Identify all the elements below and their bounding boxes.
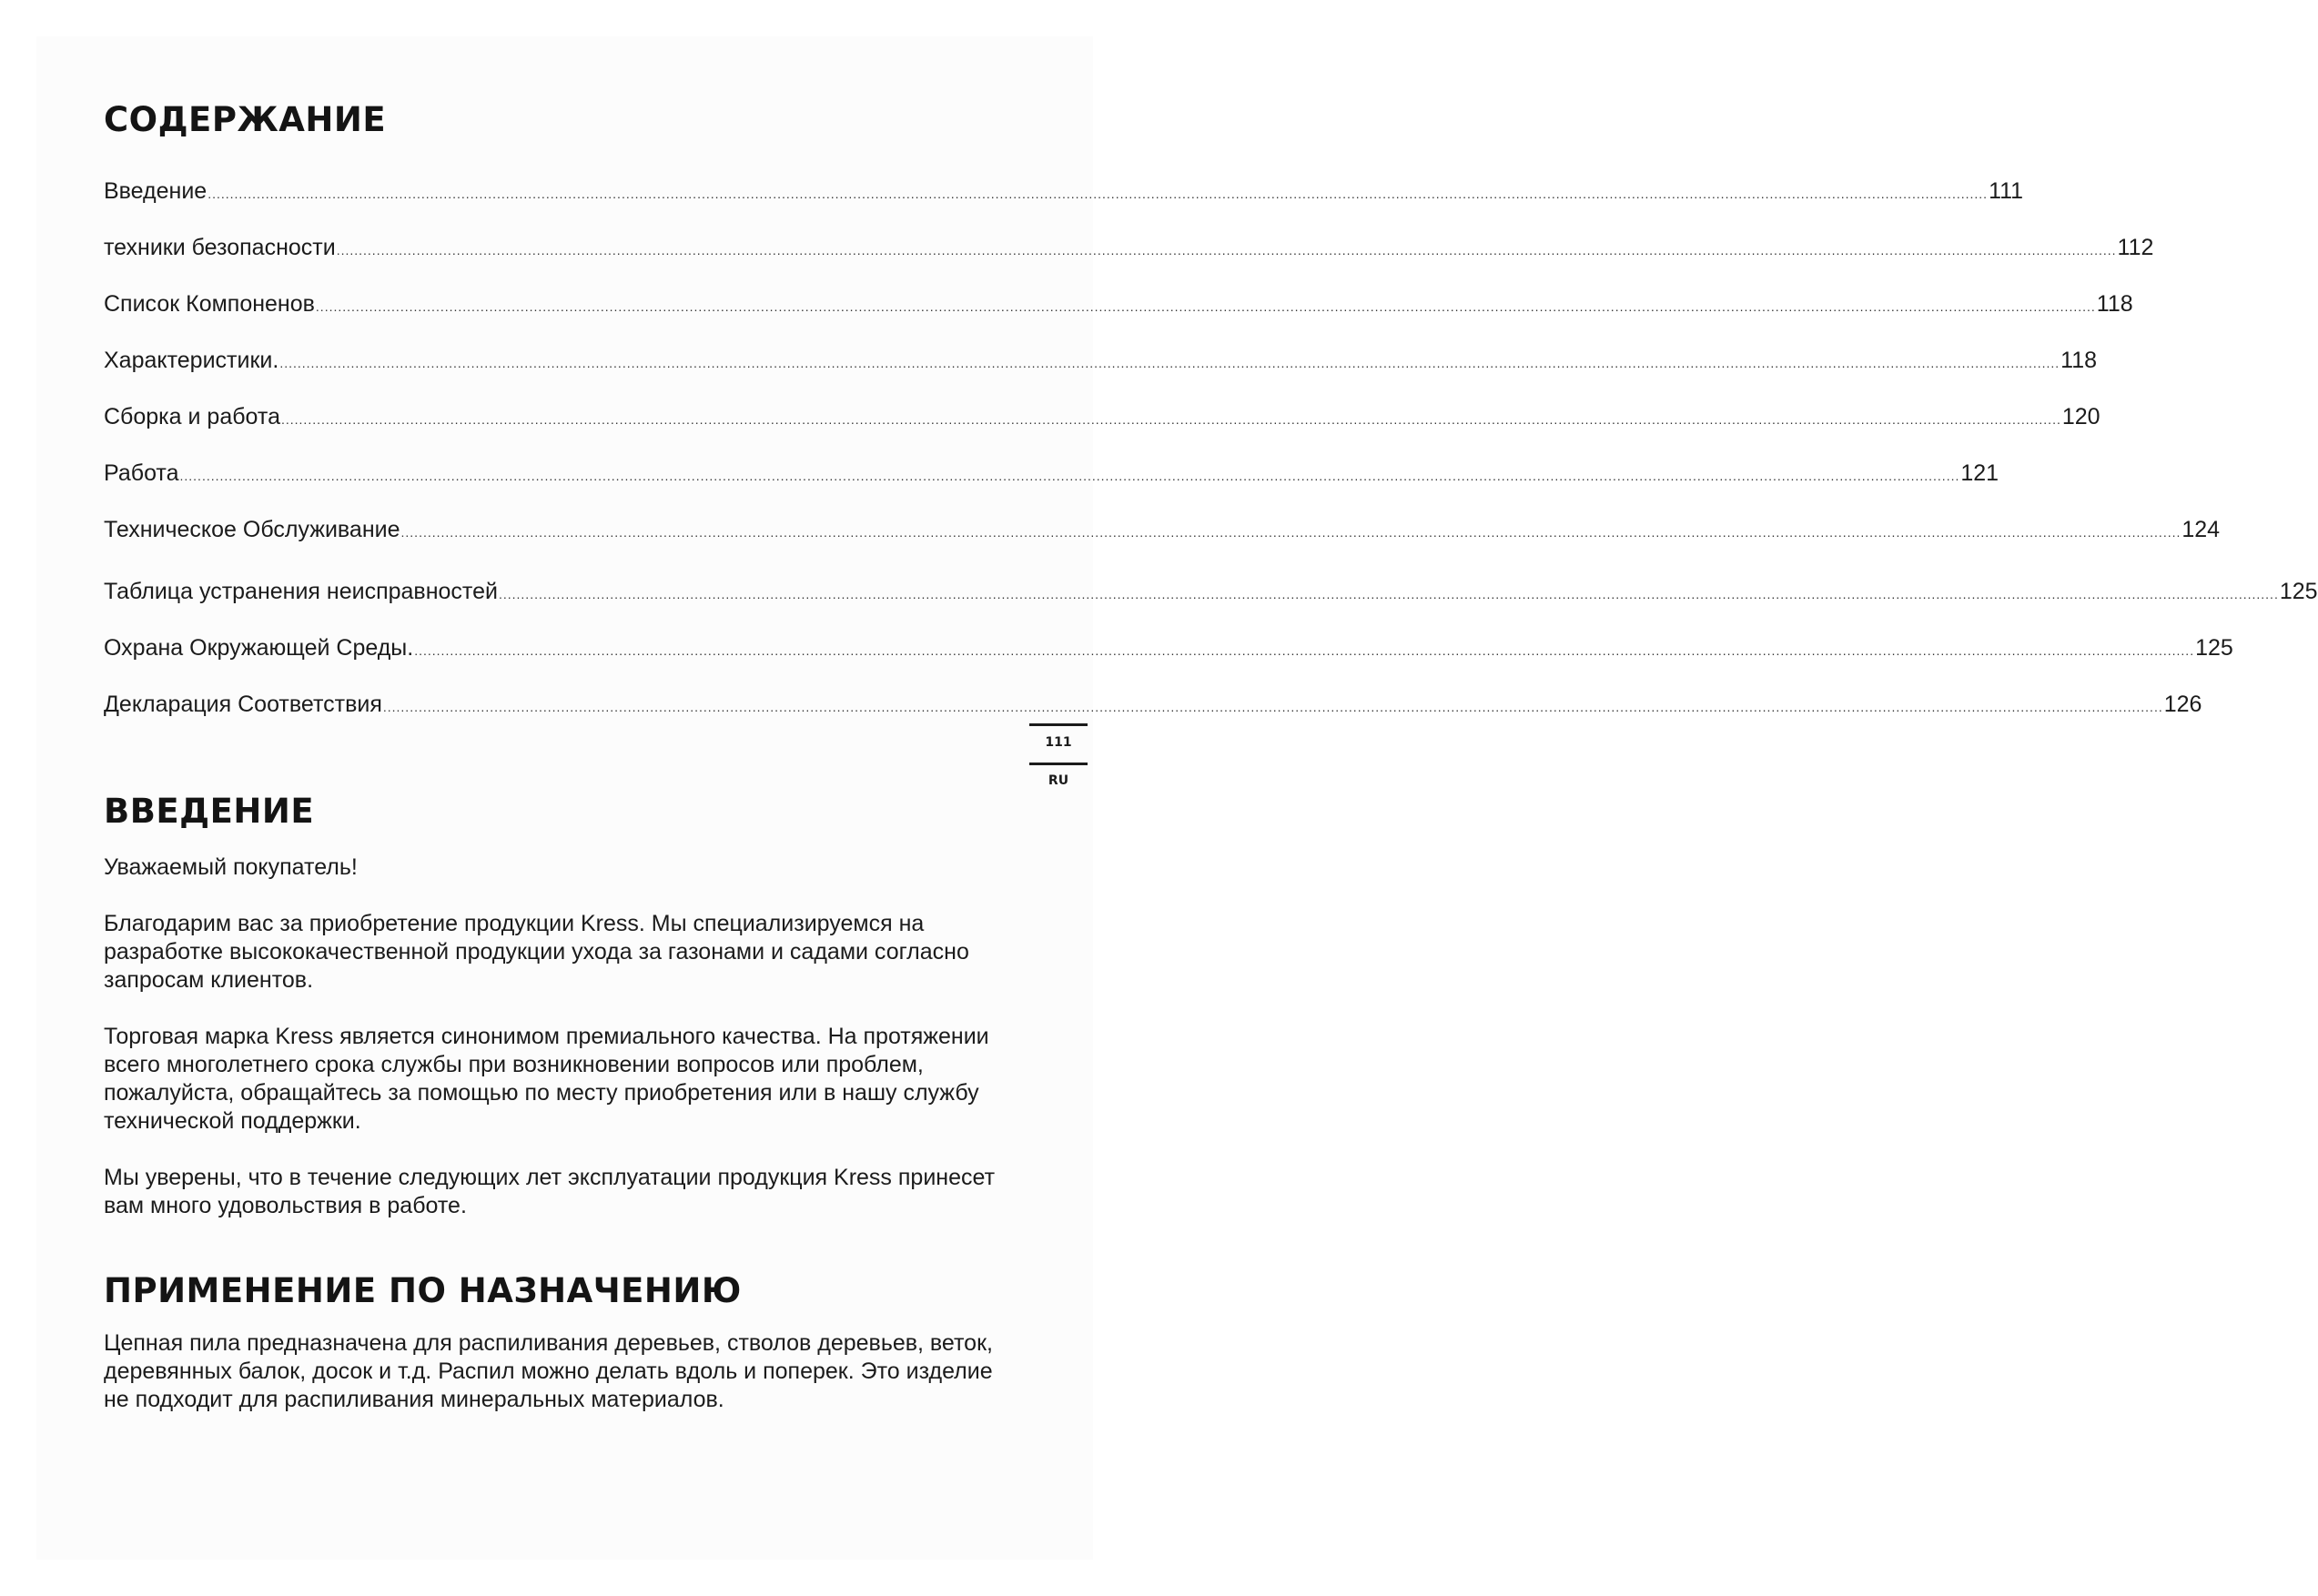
toc-entry-title: Работа — [104, 460, 179, 486]
intro-heading: ВВЕДЕНИЕ — [104, 792, 315, 831]
toc-entry-page: 125 — [2279, 579, 2318, 604]
toc-leader-dots: ................................................................................................................................................................................................................................................................................................................................................................................................................ — [382, 700, 2163, 714]
toc-entry-page: 111 — [1989, 178, 2024, 204]
side-tab-top-rule — [1029, 723, 1088, 726]
toc-entry-page: 126 — [2163, 692, 2202, 717]
toc-entry[interactable] — [104, 516, 2221, 546]
toc-entry[interactable] — [104, 177, 2024, 207]
toc-entry-title: техники безопасности — [104, 235, 336, 260]
toc-entry[interactable] — [104, 634, 2233, 664]
intro-paragraph-1: Благодарим вас за приобретение продукции Kress. Мы специализируемся на разработке высококачественной продукции ухода за газонами и садами согласно запросам клиентов. — [104, 911, 969, 993]
side-tab-language: RU — [1048, 773, 1069, 788]
toc-leader-dots: ................................................................................................................................................................................................................................................................................................................................................................................................................ — [280, 412, 2061, 427]
toc-entry[interactable] — [104, 347, 2098, 377]
toc-entry-page: 118 — [2096, 291, 2133, 317]
usage-heading: ПРИМЕНЕНИЕ ПО НАЗНАЧЕНИЮ — [104, 1271, 742, 1310]
toc-entry[interactable] — [104, 460, 1999, 490]
toc-entry[interactable] — [104, 691, 2202, 721]
toc-leader-dots: ................................................................................................................................................................................................................................................................................................................................................................................................................ — [414, 643, 2195, 658]
side-tab-page-number: 111 — [1045, 735, 1072, 750]
toc-leader-dots: ................................................................................................................................................................................................................................................................................................................................................................................................................ — [179, 469, 1960, 483]
toc-entry-title: Охрана Окружающей Среды. — [104, 635, 414, 661]
toc-entry-page: 120 — [2061, 404, 2100, 429]
toc-entry-title: Техническое Обслуживание — [104, 517, 400, 542]
toc-entry-title: Сборка и работа — [104, 404, 280, 429]
toc-entry[interactable] — [104, 290, 2133, 320]
side-tab-middle-rule — [1029, 763, 1088, 765]
toc-leader-dots: ................................................................................................................................................................................................................................................................................................................................................................................................................ — [315, 299, 2096, 314]
toc-entry-page: 124 — [2181, 517, 2221, 542]
toc-heading: СОДЕРЖАНИЕ — [104, 100, 387, 139]
toc-entry-page: 125 — [2195, 635, 2233, 661]
toc-entry[interactable] — [104, 403, 2100, 433]
toc-leader-dots: ................................................................................................................................................................................................................................................................................................................................................................................................................ — [279, 356, 2060, 370]
toc-entry[interactable] — [104, 578, 2318, 608]
toc-entry-title: Список Компоненов — [104, 291, 315, 317]
toc-leader-dots: ................................................................................................................................................................................................................................................................................................................................................................................................................ — [208, 187, 1989, 201]
toc-entry-page: 121 — [1960, 460, 1999, 486]
usage-paragraph: Цепная пила предназначена для распиливания деревьев, стволов деревьев, веток, деревянных балок, досок и т.д. Распил можно делать вдоль и поперек. Это изделие не подходит для распиливания минеральных материалов. — [104, 1330, 993, 1412]
toc-leader-dots: ................................................................................................................................................................................................................................................................................................................................................................................................................ — [336, 243, 2117, 258]
toc-entry-title: Таблица устранения неисправностей — [104, 579, 498, 604]
toc-entry[interactable] — [104, 234, 2154, 264]
toc-entry-page: 118 — [2060, 348, 2098, 373]
toc-entry-title: Характеристики. — [104, 348, 279, 373]
toc-leader-dots: ................................................................................................................................................................................................................................................................................................................................................................................................................ — [498, 587, 2279, 601]
intro-greeting: Уважаемый покупатель! — [104, 854, 358, 880]
intro-paragraph-2: Торговая марка Kress является синонимом премиального качества. На протяжении всего многолетнего срока службы при возникновении вопросов или проблем, пожалуйста, обращайтесь за помощью по месту приобретения или в нашу службу технической поддержки. — [104, 1024, 989, 1134]
toc-entry-title: Декларация Соответствия — [104, 692, 382, 717]
toc-entry-title: Введение — [104, 178, 208, 204]
toc-leader-dots: ................................................................................................................................................................................................................................................................................................................................................................................................................ — [400, 525, 2181, 540]
toc-entry-page: 112 — [2117, 235, 2154, 260]
intro-paragraph-3: Мы уверены, что в течение следующих лет эксплуатации продукция Kress принесет вам много удовольствия в работе. — [104, 1165, 996, 1218]
